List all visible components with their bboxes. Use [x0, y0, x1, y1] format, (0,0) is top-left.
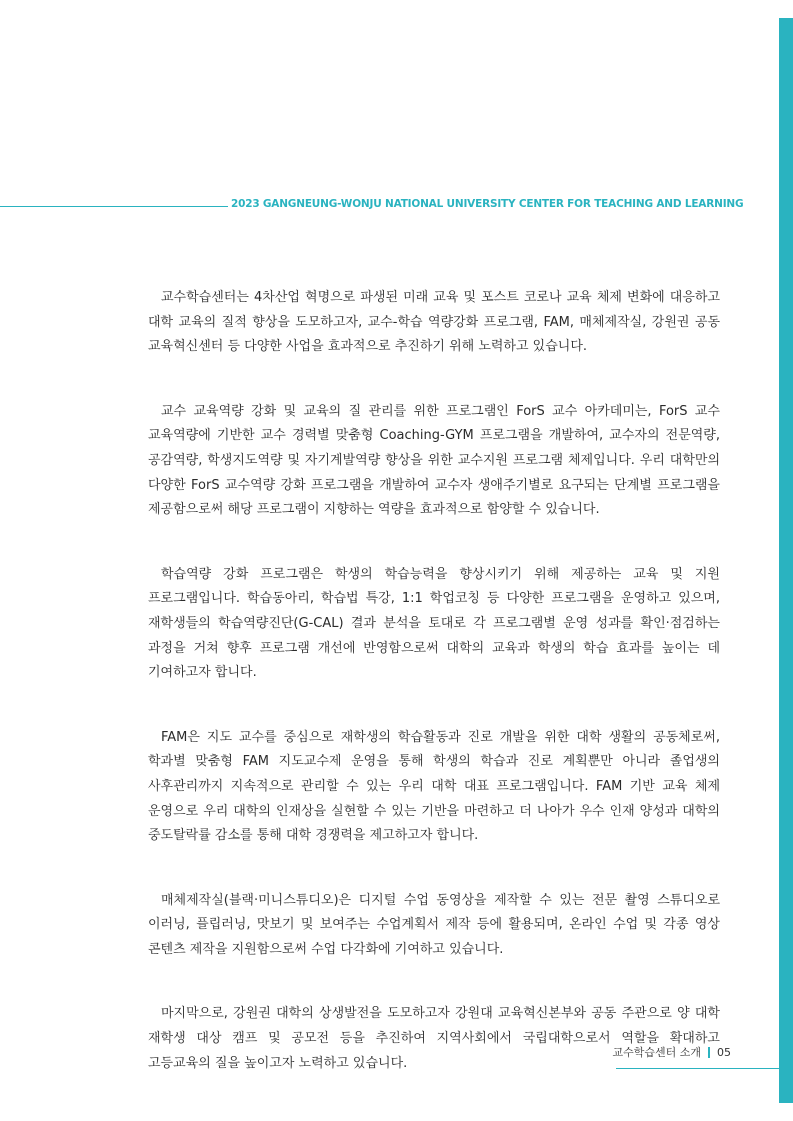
- paragraph-learning-competency: 학습역량 강화 프로그램은 학생의 학습능력을 향상시키기 위해 제공하는 교육 및 지원 프로그램입니다. 학습동아리, 학습법 특강, 1:1 학업코칭 등 다양한 프로그램을 운영하고 있으며, 재학생들의 학습역량진단(G-CAL) 결과 분석을 토대로 각 프로그램별 운영 성과를 확인·점검하는 과정을 거쳐 향후 프로그램 개선에 반영함으로써 대학의 교육과 학생의 학습 효과를 높이는 데 기여하고자 합니다.: [148, 566, 720, 681]
- footer: [612, 1044, 731, 1060]
- paragraph-intro: 교수학습센터는 4차산업 혁명으로 파생된 미래 교육 및 포스트 코로나 교육 체제 변화에 대응하고 대학 교육의 질적 향상을 도모하고자, 교수-학습 역량강화 프로그램, FAM, 매체제작실, 강원권 공동 교육혁신센터 등 다양한 사업을 효과적으로 추진하기 위해 노력하고 있습니다.: [148, 290, 720, 355]
- paragraph-gangwon-center: 마지막으로, 강원권 대학의 상생발전을 도모하고자 강원대 교육혁신본부와 공동 주관으로 양 대학 재학생 대상 캠프 및 공모전 등을 추진하여 지역사회에서 국립대학으로서 역할을 확대하고 고등교육의 질을 높이고자 노력하고 있습니다.: [148, 1006, 720, 1071]
- header-title: 2023 GANGNEUNG-WONJU NATIONAL UNIVERSITY CENTER FOR TEACHING AND LEARNING: [231, 198, 744, 210]
- paragraph-media-studio: 매체제작실(블랙·미니스튜디오)은 디지털 수업 동영상을 제작할 수 있는 전문 촬영 스튜디오로 이러닝, 플립러닝, 맛보기 및 보여주는 수업계획서 제작 등에 활용되며, 온라인 수업 및 각종 영상 콘텐츠 제작을 지원함으로써 수업 다각화에 기여하고 있습니다.: [148, 892, 720, 957]
- main-content: [148, 286, 720, 1116]
- footer-section-title: 교수학습센터 소개: [612, 1046, 701, 1059]
- footer-rule: [616, 1068, 779, 1069]
- side-accent-bar: [779, 18, 793, 1103]
- paragraph-fors-academy: 교수 교육역량 강화 및 교육의 질 관리를 위한 프로그램인 ForS 교수 아카데미는, ForS 교수 교육역량에 기반한 교수 경력별 맞춤형 Coaching-GYM 프로그램을 개발하여, 교수자의 전문역량, 공감역량, 학생지도역량 및 자기계발역량 향상을 위한 교수지원 프로그램 체제입니다. 우리 대학만의 다양한 ForS 교수역량 강화 프로그램을 개발하여 교수자 생애주기별로 요구되는 단계별 프로그램을 제공함으로써 해당 프로그램이 지향하는 역량을 효과적으로 함양할 수 있습니다.: [148, 403, 720, 518]
- header-rule: [0, 206, 228, 207]
- page-number: 05: [717, 1045, 731, 1059]
- paragraph-fam: FAM은 지도 교수를 중심으로 재학생의 학습활동과 진로 개발을 위한 대학 생활의 공동체로써, 학과별 맞춤형 FAM 지도교수제 운영을 통해 학생의 학습과 진로 계획뿐만 아니라 졸업생의 사후관리까지 지속적으로 관리할 수 있는 우리 대학 대표 프로그램입니다. FAM 기반 교육 체제 운영으로 우리 대학의 인재상을 실현할 수 있는 기반을 마련하고 더 나아가 우수 인재 양성과 대학의 중도탈락률 감소를 통해 대학 경쟁력을 제고하고자 합니다.: [148, 729, 720, 844]
- footer-divider: [708, 1047, 710, 1058]
